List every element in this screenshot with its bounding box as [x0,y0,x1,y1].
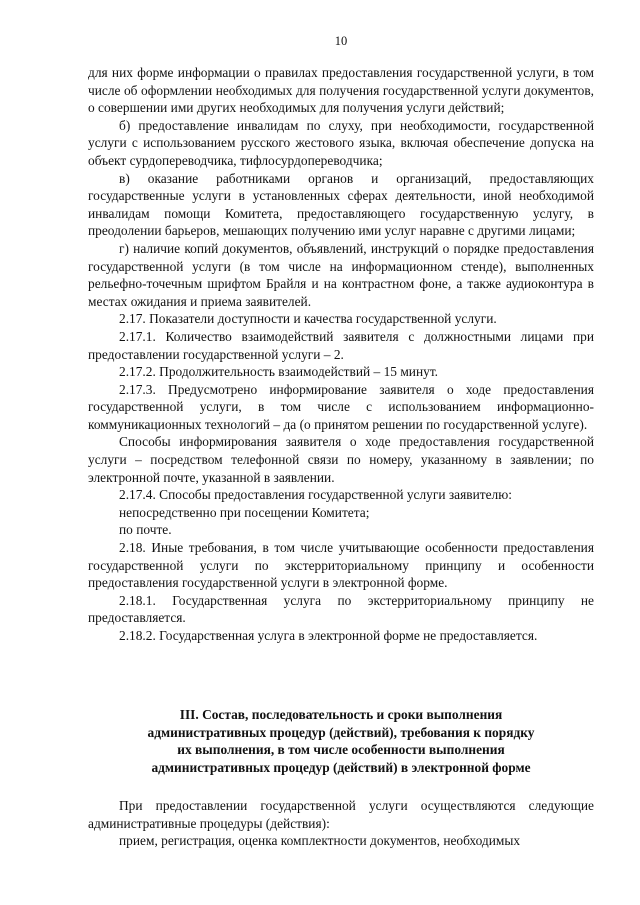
paragraph: 2.18.2. Государственная услуга в электронной форме не предоставляется. [119,628,538,643]
section-body [88,797,594,850]
document-body [88,64,594,645]
paragraph: б) предоставление инвалидам по слуху, при необходимости, государственной услуги с использованием русского жестового языка, включая обеспечение допуска на объект сурдопереводчика, тифлосурдопереводчика; [88,117,594,168]
paragraph: Способы информирования заявителя о ходе предоставления государственной услуги – посредством телефонной связи по номеру, указанному в заявлении; по электронной почте, указанной в заявлении. [88,434,594,485]
paragraph: по почте. [119,522,172,538]
paragraph: При предоставлении государственной услуги осуществляются следующие административные процедуры (действия): [88,798,594,831]
paragraph: 2.18. Иные требования, в том числе учитывающие особенности предоставления государственной услуги по экстерриториальному принципу и особенности предоставления государственной услуги в электронной форме. [88,540,594,591]
section-heading-line: III. Состав, последовательность и сроки выполнения [179,707,503,722]
paragraph: непосредственно при посещении Комитета; [119,504,370,520]
paragraph: 2.18.1. Государственная услуга по экстерриториальному принципу не предоставляется. [88,592,594,626]
paragraph: 2.17.4. Способы предоставления государственной услуги заявителю: [119,487,512,503]
paragraph: 2.17.1. Количество взаимодействий заявителя с должностными лицами при предоставлении государственной услуги – 2. [88,328,594,362]
paragraph: 2.17.3. Предусмотрено информирование заявителя о ходе предоставления государственной услуги, в том числе с использованием информационно-коммуникационных технологий – да (о принятом решении по государственной услуге). [88,381,594,432]
paragraph: прием, регистрация, оценка комплектности документов, необходимых [119,833,521,849]
paragraph: 2.17. Показатели доступности и качества государственной услуги. [119,311,497,327]
section-heading [88,706,594,776]
paragraph: 2.17.2. Продолжительность взаимодействий – 15 минут. [119,364,439,380]
paragraph: для них форме информации о правилах предоставления государственной услуги, в том числе об оформлении необходимых для получения государственной услуги документов, о совершении ими других необходимых для получения услуги действий; [88,65,594,116]
section-heading-line: их выполнения, в том числе особенности выполнения [177,742,505,758]
paragraph: г) наличие копий документов, объявлений, инструкций о порядке предоставления государственной услуги (в том числе на информационном стенде), выполненных рельефно-точечным шрифтом Брайля и на контрастном фоне, а также аудиоконтура в местах ожидания и приема заявителей. [88,240,594,309]
section-heading-line: административных процедур (действий) в электронной форме [151,759,531,775]
section-heading-line: административных процедур (действий), требования к порядку [147,724,535,740]
paragraph: в) оказание работниками органов и организаций, предоставляющих государственные услуги в установленных сферах деятельности, иной необходимой инвалидам помощи Комитета, предоставляющего государственную услугу, в преодолении барьеров, мешающих получению ими услуг наравне с другими лицами; [88,170,594,239]
page-number: 10 [334,34,348,48]
